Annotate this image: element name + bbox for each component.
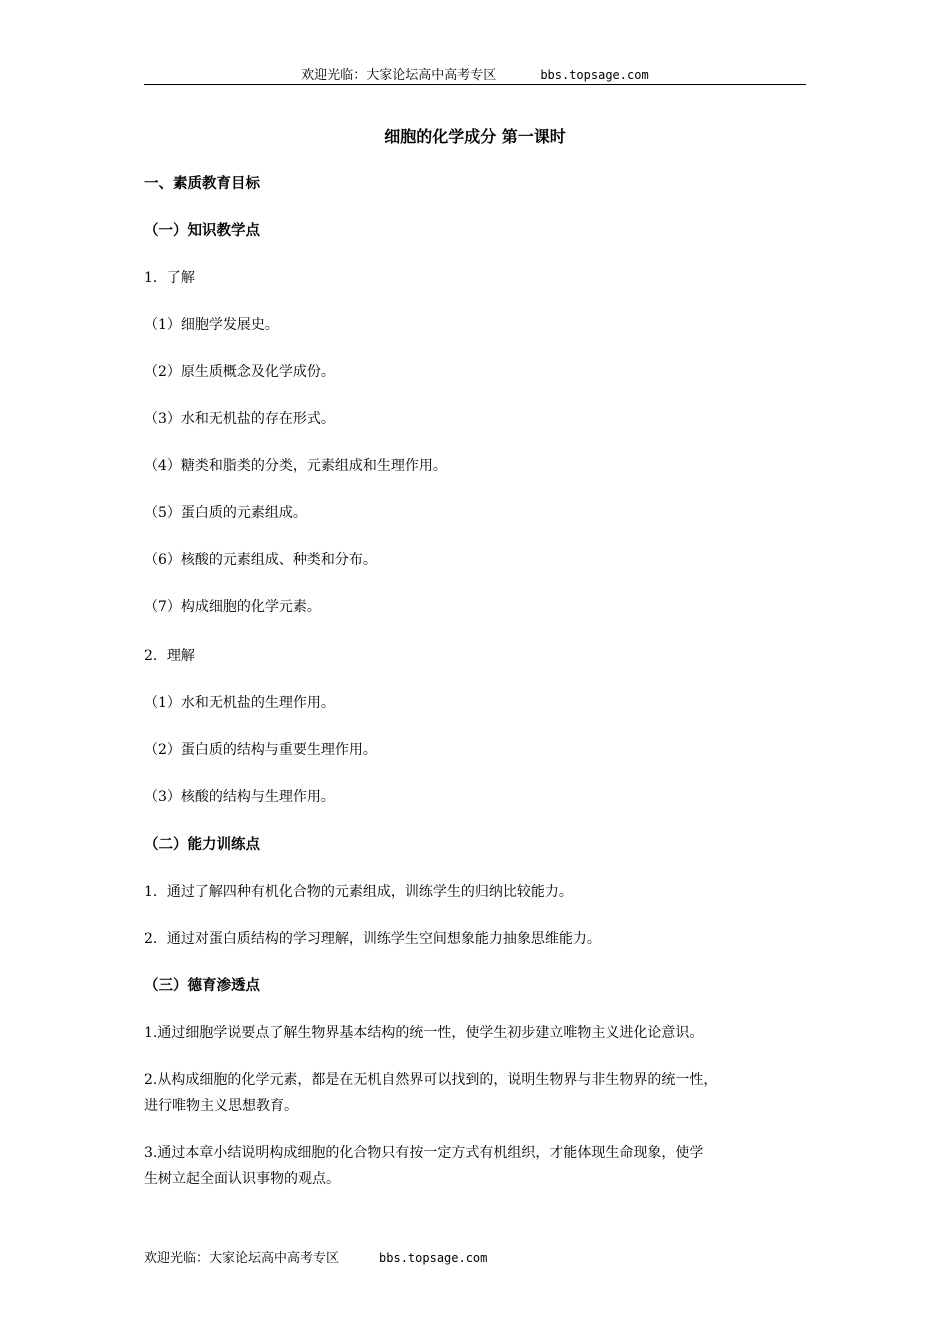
page-header: [144, 66, 806, 85]
body-line: 生树立起全面认识事物的观点。: [144, 1171, 340, 1187]
header-url[interactable]: bbs.topsage.com: [540, 68, 649, 82]
body-line: （1）细胞学发展史。: [144, 317, 279, 333]
body-line: （6）核酸的元素组成、种类和分布。: [144, 552, 377, 568]
body-line: 2．通过对蛋白质结构的学习理解，训练学生空间想象能力抽象思维能力。: [144, 931, 601, 947]
footer-welcome-text: 欢迎光临：大家论坛高中高考专区: [144, 1251, 340, 1266]
body-line: （2）蛋白质的结构与重要生理作用。: [144, 742, 377, 758]
document-title: 细胞的化学成分 第一课时: [384, 127, 566, 146]
body-line: （7）构成细胞的化学元素。: [144, 599, 321, 615]
section-heading: 一、素质教育目标: [144, 176, 260, 192]
body-line: 2.从构成细胞的化学元素，都是在无机自然界可以找到的，说明生物界与非生物界的统一性，: [144, 1072, 718, 1088]
body-line: 进行唯物主义思想教育。: [144, 1098, 298, 1114]
body-line: 1．了解: [144, 270, 195, 286]
section-heading: （二）能力训练点: [144, 837, 260, 853]
body-line: （5）蛋白质的元素组成。: [144, 505, 307, 521]
body-line: 3.通过本章小结说明构成细胞的化合物只有按一定方式有机组织，才能体现生命现象，使学: [144, 1145, 704, 1161]
page-footer: [144, 1249, 487, 1268]
footer-url[interactable]: bbs.topsage.com: [379, 1251, 488, 1265]
body-line: （3）水和无机盐的存在形式。: [144, 411, 335, 427]
body-line: 1．通过了解四种有机化合物的元素组成，训练学生的归纳比较能力。: [144, 884, 573, 900]
section-heading: （一）知识教学点: [144, 223, 260, 239]
header-welcome-text: 欢迎光临：大家论坛高中高考专区: [301, 68, 497, 83]
body-line: （1）水和无机盐的生理作用。: [144, 695, 335, 711]
body-line: （3）核酸的结构与生理作用。: [144, 789, 335, 805]
body-line: （4）糖类和脂类的分类，元素组成和生理作用。: [144, 458, 447, 474]
body-line: 2．理解: [144, 648, 195, 664]
header-divider: [144, 84, 806, 85]
body-line: 1.通过细胞学说要点了解生物界基本结构的统一性，使学生初步建立唯物主义进化论意识。: [144, 1025, 704, 1041]
section-heading: （三）德育渗透点: [144, 978, 260, 994]
body-line: （2）原生质概念及化学成份。: [144, 364, 335, 380]
